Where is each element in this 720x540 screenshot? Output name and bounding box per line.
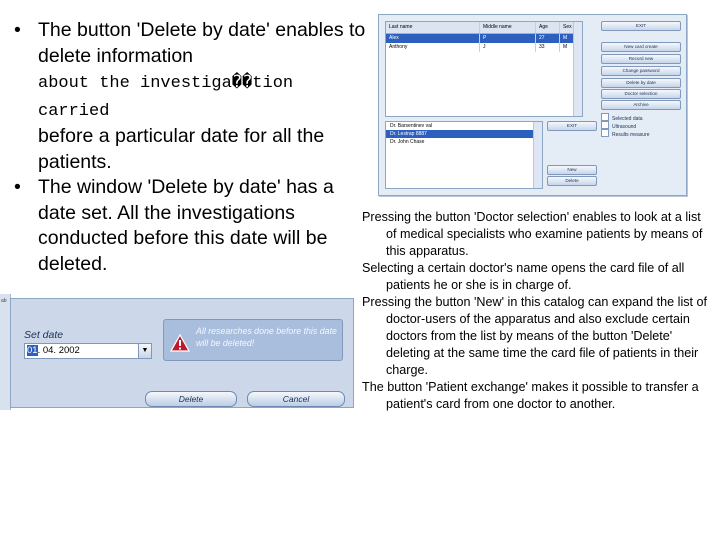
doctor-exit-button[interactable]: EXIT xyxy=(547,121,597,131)
side-button[interactable]: Record new xyxy=(601,54,681,64)
paragraph: Pressing the button 'Doctor selection' enables to look at a list of medical specialists who examine patients by means of this apparatus. xyxy=(362,210,703,258)
column-header[interactable]: Sex xyxy=(563,24,572,30)
bullet-text-mono: about the investiga��tion carried xyxy=(38,74,294,121)
vertical-scrollbar[interactable] xyxy=(533,122,542,188)
delete-by-date-button[interactable]: Delete by date xyxy=(601,78,681,88)
bullet-list xyxy=(8,18,368,277)
checkbox-label: Ultrasound xyxy=(612,124,637,130)
delete-button[interactable]: Delete xyxy=(145,391,237,407)
checkbox-label: Results measure xyxy=(612,132,650,138)
vertical-scrollbar[interactable] xyxy=(573,22,582,116)
doctor-list xyxy=(385,121,543,189)
bullet-item xyxy=(8,175,368,277)
table-cell: 27 xyxy=(536,34,560,43)
bullet-text: before a particular date for all the patients. xyxy=(38,125,325,173)
checkbox-label: Selected data xyxy=(612,116,643,122)
table-cell: P xyxy=(480,34,536,43)
delete-by-date-dialog xyxy=(10,298,354,408)
checkbox-box[interactable] xyxy=(601,121,609,129)
strip-label: ab xyxy=(1,298,7,304)
bullet-item xyxy=(8,18,368,175)
side-button[interactable]: Change password xyxy=(601,66,681,76)
column-header[interactable]: Middle name xyxy=(480,22,536,33)
checkbox-box[interactable] xyxy=(601,113,609,121)
bullet-dot: • xyxy=(14,176,21,198)
list-item[interactable]: Dr. Barsentinev val xyxy=(390,123,432,129)
side-button[interactable]: New card create xyxy=(601,42,681,52)
archive-button[interactable]: Archive xyxy=(601,100,681,110)
exit-button[interactable]: EXIT xyxy=(601,21,681,31)
new-doctor-button[interactable]: New xyxy=(547,165,597,175)
set-date-label: Set date xyxy=(24,329,64,341)
table-cell: Anthony xyxy=(386,43,480,52)
cancel-button[interactable]: Cancel xyxy=(247,391,345,407)
table-header xyxy=(386,22,582,34)
description-text xyxy=(362,209,714,413)
table-cell: M xyxy=(563,35,568,41)
chevron-down-icon[interactable]: ▼ xyxy=(138,344,151,358)
table-cell: J xyxy=(480,43,536,52)
patient-table xyxy=(385,21,583,117)
table-cell: 33 xyxy=(536,43,560,52)
paragraph: Pressing the button 'New' in this catalog can expand the list of doctor-users of the apparatus and also exclude certain doctors from the list by means of the button 'Delete' deleting at the same time the card file of patients in their charge. xyxy=(362,295,708,377)
doctor-selection-button[interactable]: Doctor selection xyxy=(601,89,681,99)
column-header[interactable]: Last name xyxy=(386,22,480,33)
checkbox-option[interactable] xyxy=(601,129,650,139)
checkbox-box[interactable] xyxy=(601,129,609,137)
warning-box xyxy=(163,319,343,361)
bullet-text: The window 'Delete by date' has a date set. All the investigations conducted before this date will be deleted. xyxy=(38,176,334,275)
patient-window-screenshot xyxy=(378,14,687,196)
warning-icon xyxy=(170,334,190,352)
date-selected-part[interactable]: 01 xyxy=(27,345,38,356)
table-row[interactable] xyxy=(386,34,582,43)
bullet-text: The button 'Delete by date' enables to delete information xyxy=(38,19,366,67)
list-item[interactable]: Dr. Lestrap 8887 xyxy=(386,130,542,138)
paragraph: Selecting a certain doctor's name opens the card file of all patients he or she is in charge of. xyxy=(362,261,685,292)
date-rest[interactable]: . 04. 2002 xyxy=(37,345,80,356)
paragraph: The button 'Patient exchange' makes it possible to transfer a patient's card from one doctor to another. xyxy=(362,380,699,411)
warning-message: All researches done before this date will be deleted! xyxy=(196,326,337,348)
table-cell: M xyxy=(563,44,568,50)
list-item[interactable]: Dr. John Chase xyxy=(390,139,425,145)
date-picker[interactable] xyxy=(24,343,152,359)
column-header[interactable]: Age xyxy=(536,22,560,33)
table-row[interactable] xyxy=(386,43,582,52)
bullet-dot: • xyxy=(14,19,21,41)
table-cell: Alex xyxy=(386,34,480,43)
date-value[interactable] xyxy=(27,345,80,357)
delete-doctor-button[interactable]: Delete xyxy=(547,176,597,186)
